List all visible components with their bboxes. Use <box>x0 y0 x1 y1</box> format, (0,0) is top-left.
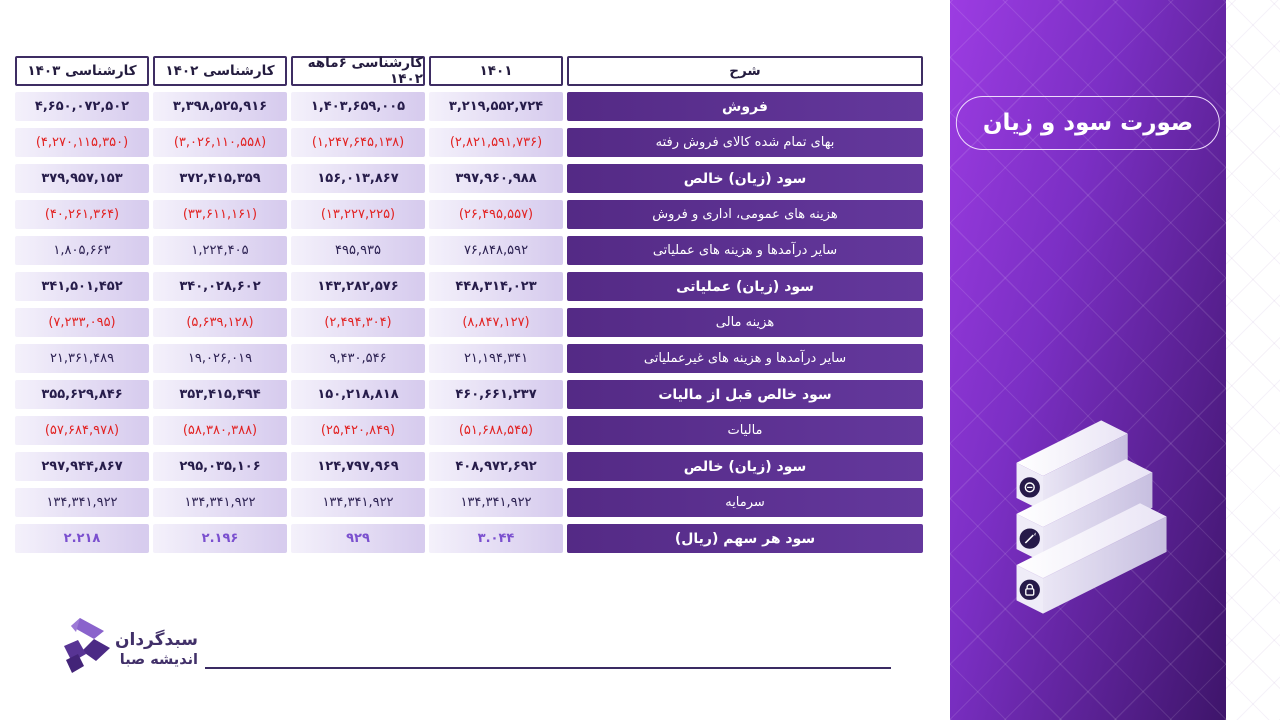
value-cell-col3: (۵۷,۶۸۴,۹۷۸) <box>15 416 149 445</box>
value-cell-col3: ۲.۲۱۸ <box>15 524 149 553</box>
value-cell-col2: (۳,۰۲۶,۱۱۰,۵۵۸) <box>153 128 287 157</box>
value-cell-col1: (۲۵,۴۲۰,۸۴۹) <box>291 416 425 445</box>
value-cell-col2: (۵۸,۳۸۰,۳۸۸) <box>153 416 287 445</box>
footer-divider <box>205 667 891 669</box>
row-label: سود هر سهم (ریال) <box>567 524 923 553</box>
value-cell-col2: (۳۳,۶۱۱,۱۶۱) <box>153 200 287 229</box>
value-cell-col3: ۳۴۱,۵۰۱,۴۵۲ <box>15 272 149 301</box>
value-cell-col3: (۴,۲۷۰,۱۱۵,۳۵۰) <box>15 128 149 157</box>
value-cell-col0: (۲,۸۲۱,۵۹۱,۷۳۶) <box>429 128 563 157</box>
row-label: سود (زیان) خالص <box>567 164 923 193</box>
col-header-description: شرح <box>567 56 923 86</box>
value-cell-col1: ۹,۴۳۰,۵۴۶ <box>291 344 425 373</box>
col-header-1: کارشناسی ۶ماهه ۱۴۰۲ <box>291 56 425 86</box>
value-cell-col3: ۴,۶۵۰,۰۷۲,۵۰۲ <box>15 92 149 121</box>
row-label: هزینه مالی <box>567 308 923 337</box>
value-cell-col3: ۱,۸۰۵,۶۶۳ <box>15 236 149 265</box>
company-name <box>112 630 198 669</box>
value-cell-col0: ۲۱,۱۹۴,۳۴۱ <box>429 344 563 373</box>
col-header-2: کارشناسی ۱۴۰۲ <box>153 56 287 86</box>
page-title-text: صورت سود و زیان <box>982 110 1194 136</box>
value-cell-col0: ۴۰۸,۹۷۲,۶۹۲ <box>429 452 563 481</box>
row-label: بهای تمام شده کالای فروش رفته <box>567 128 923 157</box>
col-header-0: ۱۴۰۱ <box>429 56 563 86</box>
value-cell-col1: (۲,۴۹۴,۳۰۴) <box>291 308 425 337</box>
value-cell-col0: ۱۳۴,۳۴۱,۹۲۲ <box>429 488 563 517</box>
value-cell-col0: ۳.۰۴۴ <box>429 524 563 553</box>
value-cell-col0: (۸,۸۴۷,۱۲۷) <box>429 308 563 337</box>
col-header-3: کارشناسی ۱۴۰۳ <box>15 56 149 86</box>
value-cell-col3: (۷,۲۳۳,۰۹۵) <box>15 308 149 337</box>
row-label: فروش <box>567 92 923 121</box>
row-label: سود خالص قبل از مالیات <box>567 380 923 409</box>
value-cell-col3: ۲۹۷,۹۴۴,۸۶۷ <box>15 452 149 481</box>
side-panel <box>950 0 1226 720</box>
row-label: هزینه های عمومی، اداری و فروش <box>567 200 923 229</box>
value-cell-col0: (۵۱,۶۸۸,۵۴۵) <box>429 416 563 445</box>
value-cell-col1: (۱۳,۲۲۷,۲۲۵) <box>291 200 425 229</box>
value-cell-col3: ۳۷۹,۹۵۷,۱۵۳ <box>15 164 149 193</box>
value-cell-col1: ۱۲۴,۷۹۷,۹۶۹ <box>291 452 425 481</box>
isometric-bars-illustration <box>1002 408 1174 618</box>
company-name-line2: اندیشه صبا <box>119 652 198 669</box>
value-cell-col2: ۲.۱۹۶ <box>153 524 287 553</box>
value-cell-col1: ۴۹۵,۹۳۵ <box>291 236 425 265</box>
company-logo-icon <box>58 616 112 676</box>
value-cell-col0: ۳۹۷,۹۶۰,۹۸۸ <box>429 164 563 193</box>
row-label: سود (زیان) خالص <box>567 452 923 481</box>
value-cell-col2: ۳۴۰,۰۲۸,۶۰۲ <box>153 272 287 301</box>
profit-loss-table <box>15 56 923 553</box>
value-cell-col1: ۱۳۴,۳۴۱,۹۲۲ <box>291 488 425 517</box>
page-title <box>956 96 1220 150</box>
company-name-line1: سبدگردان <box>115 630 198 650</box>
value-cell-col2: ۳۷۲,۴۱۵,۳۵۹ <box>153 164 287 193</box>
row-label: سایر درآمدها و هزینه های عملیاتی <box>567 236 923 265</box>
value-cell-col3: ۳۵۵,۶۲۹,۸۴۶ <box>15 380 149 409</box>
value-cell-col2: ۳,۳۹۸,۵۲۵,۹۱۶ <box>153 92 287 121</box>
value-cell-col0: (۲۶,۴۹۵,۵۵۷) <box>429 200 563 229</box>
value-cell-col3: (۴۰,۲۶۱,۳۶۴) <box>15 200 149 229</box>
value-cell-col0: ۴۴۸,۳۱۴,۰۲۳ <box>429 272 563 301</box>
row-label: مالیات <box>567 416 923 445</box>
row-label: سرمایه <box>567 488 923 517</box>
value-cell-col1: (۱,۲۴۷,۶۴۵,۱۳۸) <box>291 128 425 157</box>
value-cell-col2: ۱۳۴,۳۴۱,۹۲۲ <box>153 488 287 517</box>
value-cell-col0: ۳,۲۱۹,۵۵۲,۷۲۴ <box>429 92 563 121</box>
value-cell-col1: ۱۴۳,۲۸۲,۵۷۶ <box>291 272 425 301</box>
value-cell-col2: ۳۵۳,۴۱۵,۴۹۴ <box>153 380 287 409</box>
value-cell-col2: (۵,۶۳۹,۱۲۸) <box>153 308 287 337</box>
value-cell-col0: ۷۶,۸۴۸,۵۹۲ <box>429 236 563 265</box>
coin-icon <box>1019 477 1040 498</box>
value-cell-col2: ۲۹۵,۰۳۵,۱۰۶ <box>153 452 287 481</box>
value-cell-col2: ۱۹,۰۲۶,۰۱۹ <box>153 344 287 373</box>
value-cell-col1: ۱۵۶,۰۱۳,۸۶۷ <box>291 164 425 193</box>
value-cell-col1: ۹۲۹ <box>291 524 425 553</box>
value-cell-col3: ۲۱,۳۶۱,۴۸۹ <box>15 344 149 373</box>
row-label: سایر درآمدها و هزینه های غیرعملیاتی <box>567 344 923 373</box>
right-edge-strip <box>1226 0 1280 720</box>
pen-icon <box>1019 528 1040 549</box>
value-cell-col0: ۴۶۰,۶۶۱,۲۳۷ <box>429 380 563 409</box>
value-cell-col2: ۱,۲۲۴,۴۰۵ <box>153 236 287 265</box>
row-label: سود (زیان) عملیاتی <box>567 272 923 301</box>
value-cell-col1: ۱,۴۰۳,۶۵۹,۰۰۵ <box>291 92 425 121</box>
value-cell-col1: ۱۵۰,۲۱۸,۸۱۸ <box>291 380 425 409</box>
lock-icon <box>1019 579 1040 600</box>
value-cell-col3: ۱۳۴,۳۴۱,۹۲۲ <box>15 488 149 517</box>
